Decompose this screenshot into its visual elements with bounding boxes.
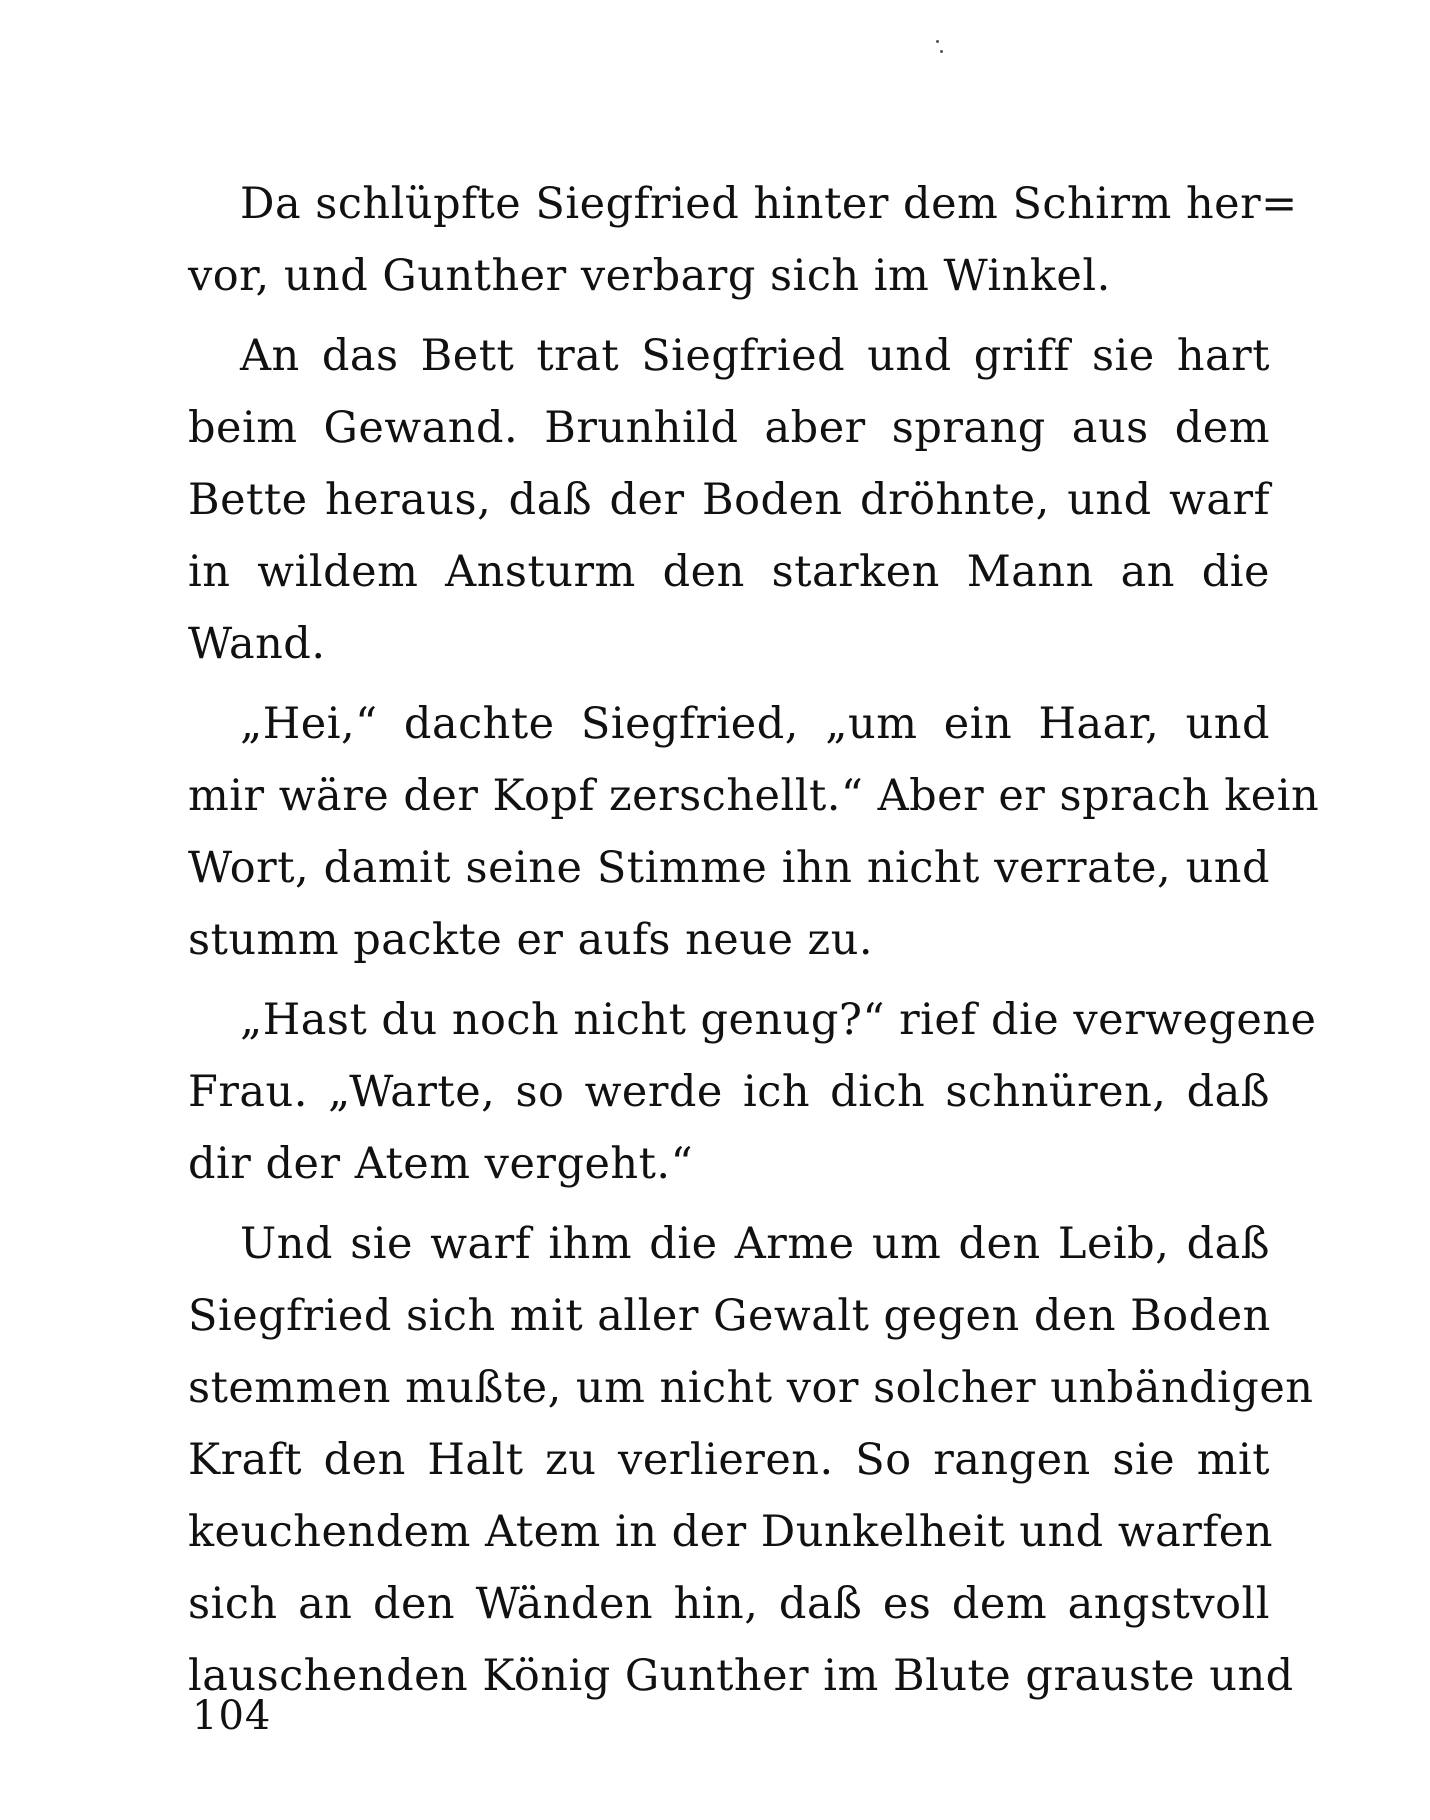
text-line: dir der Atem vergeht.“ xyxy=(188,1139,694,1189)
text-line: Frau. „Warte, so werde ich dich schnüren, daß xyxy=(188,1067,1270,1117)
paragraph xyxy=(188,168,1298,312)
text-line: Da schlüpfte Siegfried hinter dem Schirm her= xyxy=(240,179,1298,229)
text-line: Kraft den Halt zu verlieren. So rangen sie mit xyxy=(188,1435,1270,1485)
text-line: mir wäre der Kopf zerschellt.“ Aber er sprach kein xyxy=(188,771,1320,821)
text-line: „Hast du noch nicht genug?“ rief die verwegene xyxy=(240,995,1317,1045)
text-line: in wildem Ansturm den starken Mann an die xyxy=(188,547,1270,597)
text-line: Wort, damit seine Stimme ihn nicht verrate, und xyxy=(188,843,1270,893)
paragraph xyxy=(188,320,1270,680)
text-line: Und sie warf ihm die Arme um den Leib, daß xyxy=(240,1219,1270,1269)
text-line: beim Gewand. Brunhild aber sprang aus dem xyxy=(188,403,1270,453)
text-line: keuchendem Atem in der Dunkelheit und warfen xyxy=(188,1507,1273,1557)
text-line: stemmen mußte, um nicht vor solcher unbändigen xyxy=(188,1363,1314,1413)
text-line: Siegfried sich mit aller Gewalt gegen den Boden xyxy=(188,1291,1271,1341)
text-line: An das Bett trat Siegfried und griff sie hart xyxy=(240,331,1270,381)
body-text xyxy=(188,168,1320,1712)
paragraph xyxy=(188,984,1317,1200)
paragraph xyxy=(188,1208,1314,1712)
text-line: vor, und Gunther verbarg sich im Winkel. xyxy=(188,251,1111,301)
text-line: stumm packte er aufs neue zu. xyxy=(188,915,874,965)
paragraph xyxy=(188,688,1320,976)
print-speck xyxy=(940,50,943,53)
text-line: Wand. xyxy=(188,619,326,669)
text-line: Bette heraus, daß der Boden dröhnte, und warf xyxy=(188,475,1270,525)
page-number: 104 xyxy=(192,1693,272,1739)
text-line: sich an den Wänden hin, daß es dem angstvoll xyxy=(188,1579,1270,1629)
text-line: „Hei,“ dachte Siegfried, „um ein Haar, und xyxy=(240,699,1270,749)
print-speck xyxy=(936,40,939,43)
text-line: lauschenden König Gunther im Blute grauste und xyxy=(188,1651,1294,1701)
